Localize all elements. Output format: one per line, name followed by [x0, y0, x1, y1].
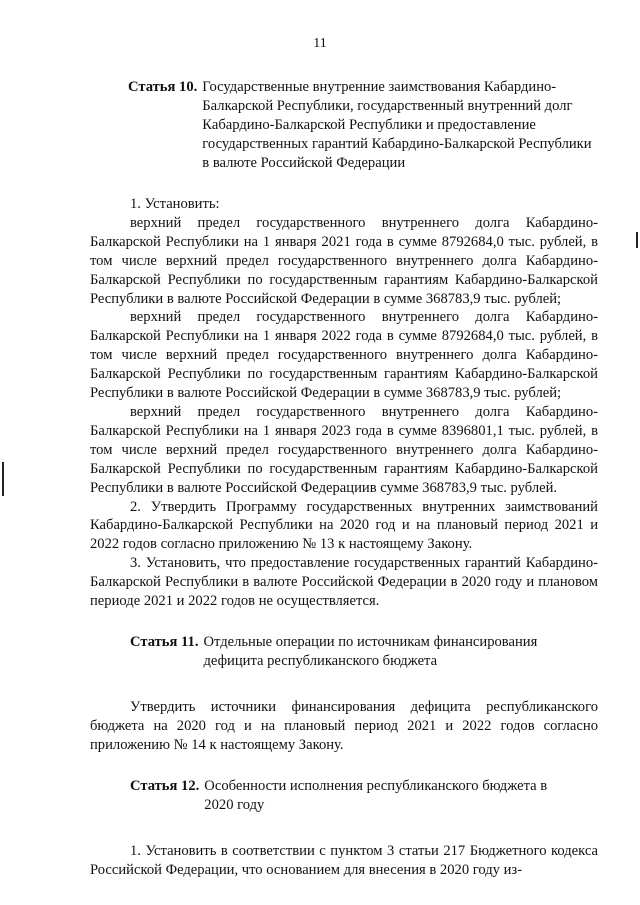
article-10-heading: [128, 78, 598, 173]
article-10-number: Статья 10.: [128, 79, 198, 95]
article-10-para-2: верхний предел государственного внутреннего долга Кабардино-Балкарской Республики на 1 января 2021 года в сумме 8792684,0 тыс. рублей, в том числе верхний предел государственного внутреннего долга Кабардино-Балкарской Республики по государственным гарантиям Кабардино-Балкарской Республики в валюте Российской Федерации в сумме 368783,9 тыс. рублей;: [90, 214, 598, 307]
article-10-para-1: 1. Установить:: [130, 196, 220, 212]
article-12-title: Особенности исполнения республиканского бюджета в 2020 году: [204, 777, 548, 813]
article-11-title: Отдельные операции по источникам финансирования дефицита республиканского бюджета: [203, 633, 538, 669]
article-12-number: Статья 12.: [130, 777, 200, 794]
article-12-heading: [130, 777, 598, 815]
article-10-para-3: верхний предел государственного внутреннего долга Кабардино-Балкарской Республики на 1 января 2022 года в сумме 8792684,0 тыс. рублей, в том числе верхний предел государственного внутреннего долга Кабардино-Балкарской Республики по государственным гарантиям Кабардино-Балкарской Республики в валюте Российской Федерации в сумме 368783,9 тыс. рублей;: [90, 309, 598, 402]
article-11-heading: [130, 633, 598, 671]
article-10-para-4: верхний предел государственного внутреннего долга Кабардино-Балкарской Республики на 1 января 2023 года в сумме 8396801,1 тыс. рублей, в том числе верхний предел государственного внутреннего долга Кабардино-Балкарской Республики по государственным гарантиям Кабардино-Балкарской Республики в валюте Российской Федерациив сумме 368783,9 тыс. рублей.: [90, 403, 598, 496]
article-11-number: Статья 11.: [130, 633, 199, 650]
article-11-para-1: Утвердить источники финансирования дефицита республиканского бюджета на 2020 год и на плановый период 2021 и 2022 годов согласно приложению № 14 к настоящему Закону.: [90, 698, 598, 753]
scan-edge-mark-left: [2, 462, 4, 496]
article-10-para-6: 3. Установить, что предоставление государственных гарантий Кабардино-Балкарской Республики в валюте Российской Федерации в 2020 году и плановом периоде 2021 и 2022 годов не осуществляется.: [90, 555, 598, 610]
article-10-para-5: 2. Утвердить Программу государственных внутренних заимствований Кабардино-Балкарской Республики на 2020 год и на плановый период 2021 и 2022 годов согласно приложению № 13 к настоящему Закону.: [90, 498, 598, 553]
page-number: 11: [313, 36, 327, 51]
document-body: [90, 78, 598, 879]
article-10-title: Государственные внутренние заимствования Кабардино-Балкарской Республики, государственный внутренний долг Кабардино-Балкарской Республики и предоставление государственных гарантий Кабардино-Балкарской Республики в валюте Российской Федерации: [202, 79, 592, 171]
scan-edge-mark-right: [636, 232, 638, 248]
article-12-para-1: 1. Установить в соответствии с пунктом 3 статьи 217 Бюджетного кодекса Российской Федерации, что основанием для внесения в 2020 году из-: [90, 842, 598, 878]
